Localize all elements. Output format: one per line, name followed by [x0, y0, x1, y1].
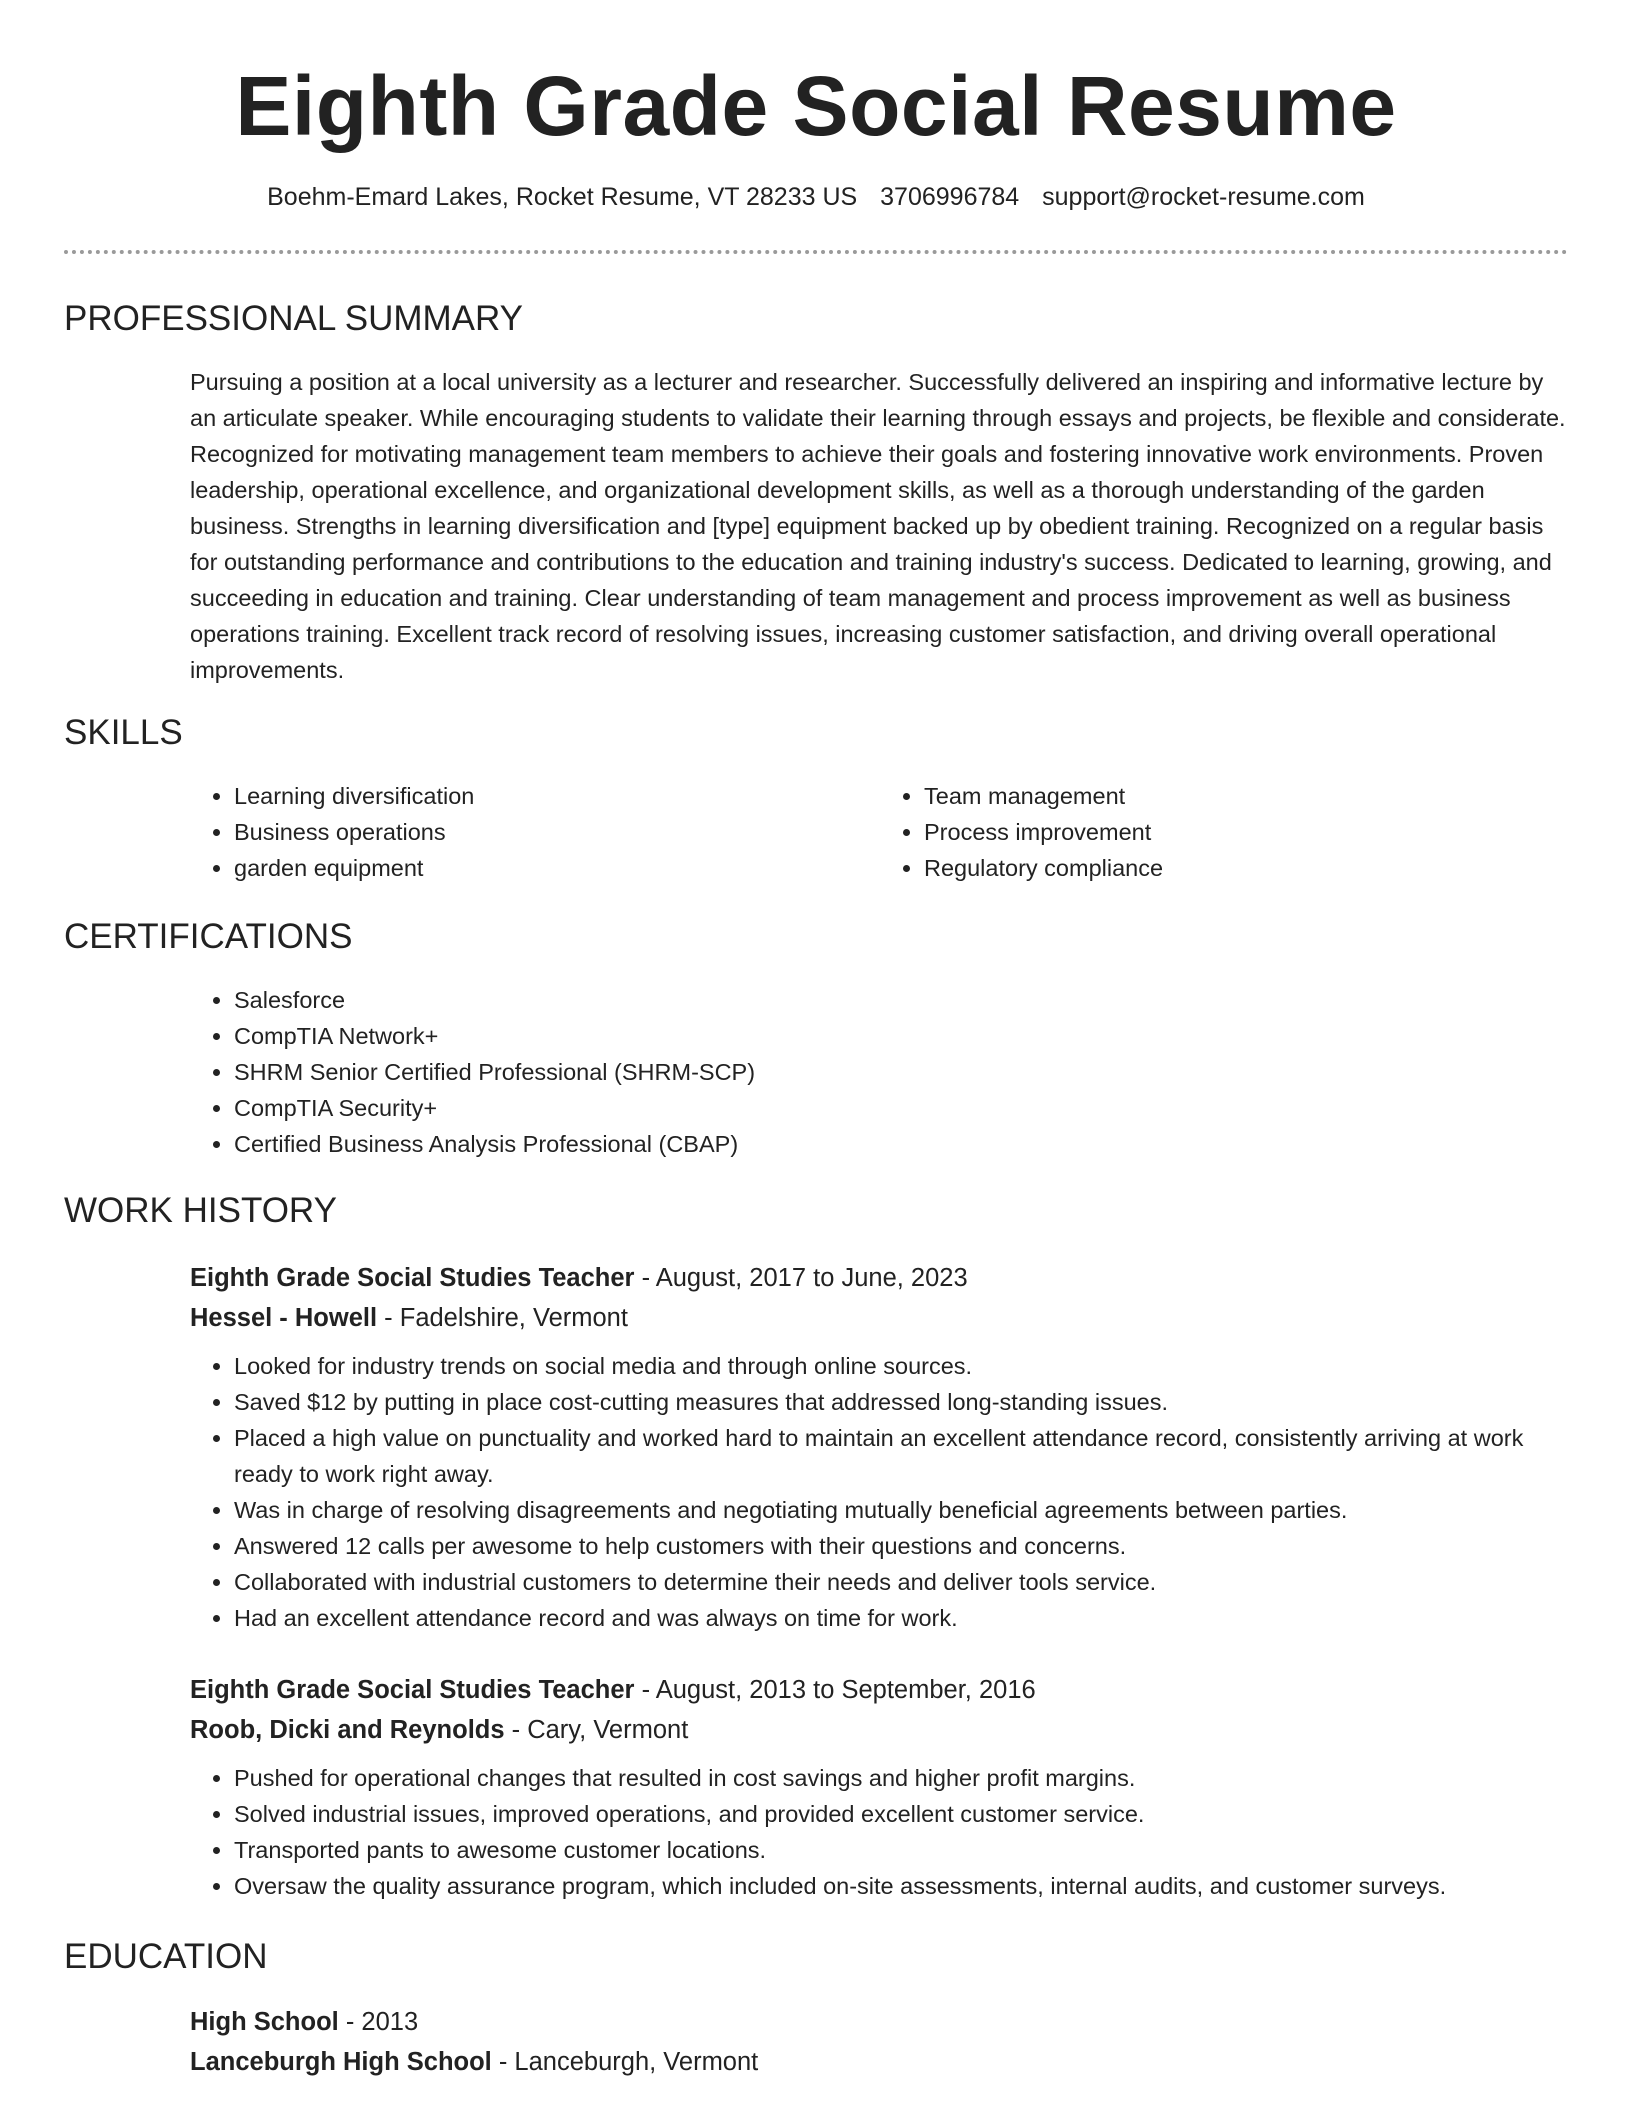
- job-role: Eighth Grade Social Studies Teacher: [190, 1676, 635, 1704]
- work-history-heading: WORK HISTORY: [64, 1191, 337, 1230]
- certification-item: • Salesforce: [234, 982, 1570, 1018]
- certifications-heading: CERTIFICATIONS: [64, 917, 353, 956]
- certifications-list: [190, 982, 1570, 1162]
- certification-item: • CompTIA Network+: [234, 1018, 1570, 1054]
- job-company-line: [190, 1298, 1570, 1338]
- job-role: Eighth Grade Social Studies Teacher: [190, 1264, 635, 1292]
- job-bullet: • Solved industrial issues, improved operations, and provided excellent customer service.: [234, 1796, 1570, 1832]
- job-location: - Cary, Vermont: [504, 1716, 689, 1744]
- job-bullet: • Transported pants to awesome customer locations.: [234, 1832, 1570, 1868]
- skill-item: • Process improvement: [924, 814, 1570, 850]
- job-dates: - August, 2017 to June, 2023: [634, 1264, 968, 1292]
- job-title-line: [190, 1670, 1570, 1710]
- job-bullet: • Pushed for operational changes that resulted in cost savings and higher profit margins.: [234, 1760, 1570, 1796]
- job-company: Roob, Dicki and Reynolds: [190, 1716, 505, 1744]
- certification-item: • CompTIA Security+: [234, 1090, 1570, 1126]
- education-entry: [190, 2002, 1570, 2082]
- skill-item: • Business operations: [234, 814, 880, 850]
- contact-email: support@rocket-resume.com: [1042, 183, 1365, 211]
- job-dates: - August, 2013 to September, 2016: [634, 1676, 1036, 1704]
- education-degree: High School: [190, 2008, 339, 2036]
- resume-page: [64, 0, 1568, 2076]
- job-bullet: • Placed a high value on punctuality and worked hard to maintain an excellent attendance record, consistently arriving at work ready to work right away.: [234, 1420, 1570, 1492]
- contact-address: Boehm-Emard Lakes, Rocket Resume, VT 28233 US: [267, 183, 858, 211]
- job-title-line: [190, 1258, 1570, 1298]
- job-bullet: • Looked for industry trends on social media and through online sources.: [234, 1348, 1570, 1384]
- job-bullet: • Saved $12 by putting in place cost-cutting measures that addressed long-standing issues.: [234, 1384, 1570, 1420]
- skills-heading: SKILLS: [64, 713, 183, 752]
- summary-text: Pursuing a position at a local university as a lecturer and researcher. Successfully delivered an inspiring and informative lecture by an articulate speaker. While encouraging students to validate their learning through essays and projects, be flexible and considerate. Recognized for motivating management team members to achieve their goals and fostering innovative work environments. Proven leadership, operational excellence, and organizational development skills, as well as a thorough understanding of the garden business. Strengths in learning diversification and [type] equipment backed up by obedient training. Recognized on a regular basis for outstanding performance and contributions to the education and training industry's success. Dedicated to learning, growing, and succeeding in education and training. Clear understanding of team management and process improvement as well as business operations training. Excellent track record of resolving issues, increasing customer satisfaction, and driving overall operational improvements.: [190, 369, 1566, 683]
- job-bullet: • Oversaw the quality assurance program, which included on-site assessments, internal audits, and customer surveys.: [234, 1868, 1570, 1904]
- header-divider: [64, 250, 1568, 254]
- certification-item: • Certified Business Analysis Professional (CBAP): [234, 1126, 1570, 1162]
- education-location: - Lanceburgh, Vermont: [491, 2048, 759, 2076]
- job-bullet: • Collaborated with industrial customers to determine their needs and deliver tools service.: [234, 1564, 1570, 1600]
- job-entry: [190, 1670, 1570, 1904]
- job-bullet: • Had an excellent attendance record and was always on time for work.: [234, 1600, 1570, 1636]
- job-bullets: [190, 1760, 1570, 1904]
- summary-heading: PROFESSIONAL SUMMARY: [64, 299, 523, 338]
- job-location: - Fadelshire, Vermont: [377, 1304, 628, 1332]
- education-year: - 2013: [338, 2008, 419, 2036]
- job-bullets: [190, 1348, 1570, 1636]
- education-school-line: [190, 2042, 1570, 2082]
- skill-item: • Team management: [924, 778, 1570, 814]
- education-school: Lanceburgh High School: [190, 2048, 492, 2076]
- job-bullet: • Answered 12 calls per awesome to help customers with their questions and concerns.: [234, 1528, 1570, 1564]
- education-heading: EDUCATION: [64, 1937, 268, 1976]
- skill-item: • Regulatory compliance: [924, 850, 1570, 886]
- skills-list: [190, 778, 1570, 886]
- contact-phone: 3706996784: [880, 183, 1020, 211]
- skills-column-left: [190, 778, 880, 886]
- job-bullet: • Was in charge of resolving disagreements and negotiating mutually beneficial agreements between parties.: [234, 1492, 1570, 1528]
- skill-item: • garden equipment: [234, 850, 880, 886]
- job-company-line: [190, 1710, 1570, 1750]
- resume-title: Eighth Grade Social Resume: [235, 59, 1397, 153]
- job-entry: [190, 1258, 1570, 1636]
- skill-item: • Learning diversification: [234, 778, 880, 814]
- skills-column-right: [880, 778, 1570, 886]
- certification-item: • SHRM Senior Certified Professional (SHRM-SCP): [234, 1054, 1570, 1090]
- job-company: Hessel - Howell: [190, 1304, 378, 1332]
- education-degree-line: [190, 2002, 1570, 2042]
- contact-line: [64, 182, 1568, 212]
